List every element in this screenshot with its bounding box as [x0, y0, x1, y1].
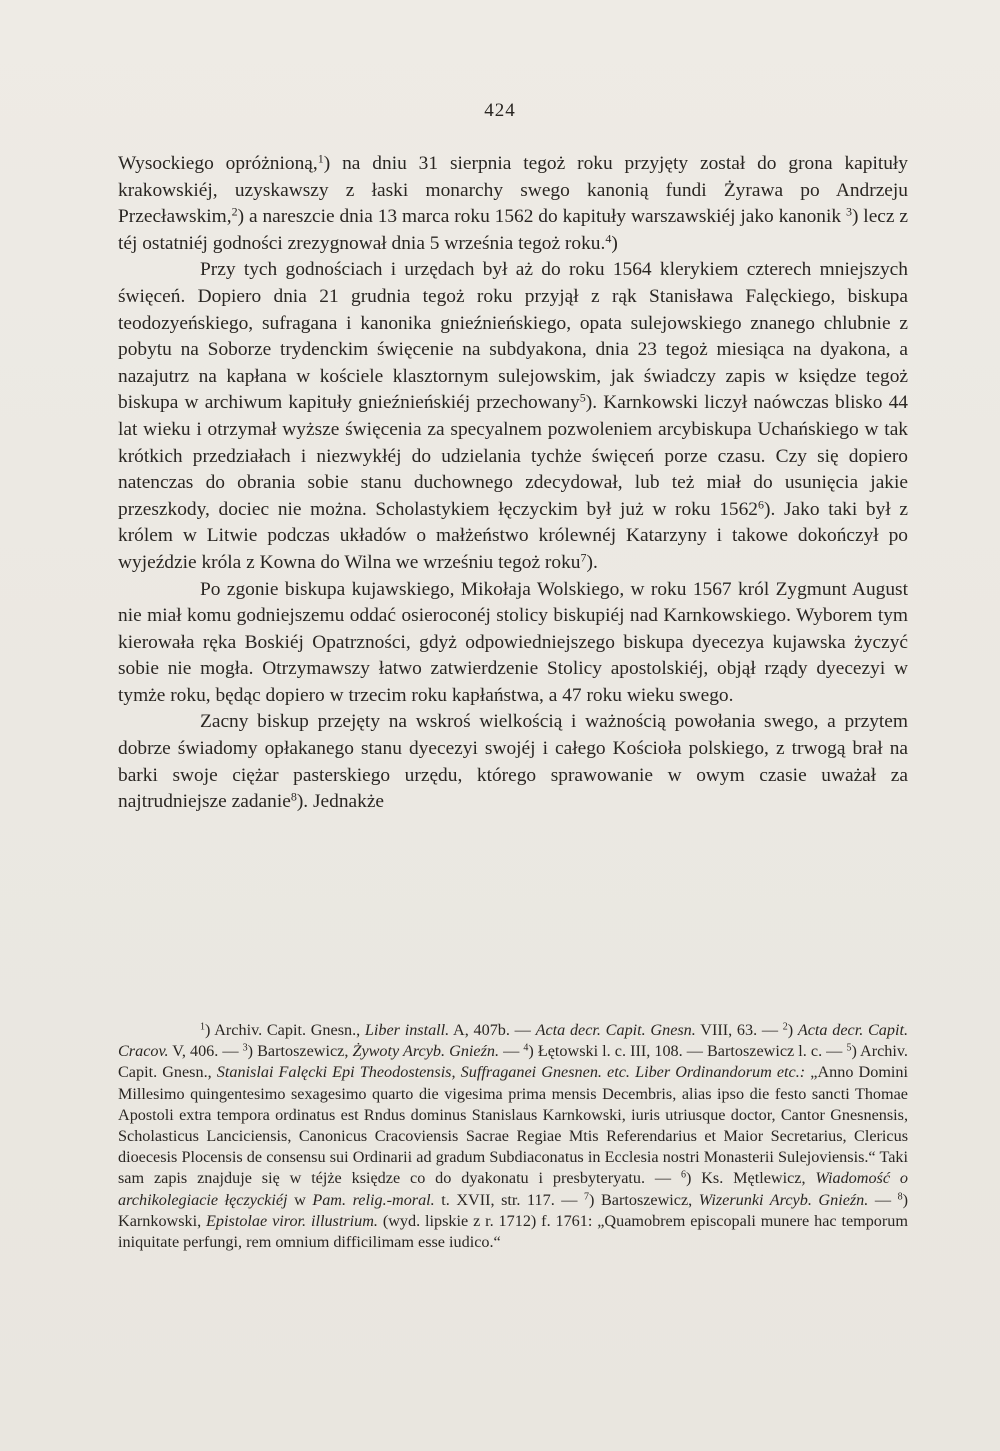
footnote-ref-3: 3: [845, 204, 852, 219]
footnote-text: A, 407b. —: [449, 1021, 536, 1039]
footnote-ref-4: 4: [605, 231, 612, 246]
footnote-title: Wizerunki Arcyb. Gnieźn.: [698, 1190, 869, 1209]
text-run: ) lecz z téj ostatniéj godności zrezygnował dnia 5 września tegoż roku.: [118, 206, 908, 254]
footnote-text: V, 406. —: [168, 1042, 243, 1061]
footnote-mark-6: 6: [680, 1169, 686, 1181]
footnote-title: Acta decr. Capit. Gnesn.: [535, 1021, 696, 1039]
text-run: ) a nareszcie dnia 13 marca roku 1562 do kapituły warszawskiéj jako kanonik: [237, 206, 846, 228]
text-run: ). Karnkowski liczył naówczas blisko 44 lat wieku i otrzymał wyższe święcenia za specyalnem pozwoleniem arcybiskupa Uchańskiego w tak krótkich przedziałach i niezwykłéj do udzielania tychże święceń porze czasu. Czy się dopiero natenczas do obrania sobie stanu duchownego zdecydował, lub też miał do usunięcia jakie przeszkody, dociec nie można. Scholastykiem łęczyckim był już w roku 1562: [118, 392, 908, 520]
footnote-title: Pam. relig.-moral.: [312, 1190, 435, 1209]
footnote-title: Żywoty Arcyb. Gnieźn.: [352, 1042, 500, 1061]
footnote-ref-8: 8: [290, 789, 297, 804]
footnote-text: ) Bartoszewicz,: [589, 1190, 699, 1209]
text-run: ): [611, 232, 618, 254]
footnote-text: VIII, 63. —: [695, 1021, 783, 1039]
footnote-text: ) Ks. Mętlewicz,: [685, 1169, 816, 1188]
footnote-mark-2: 2: [782, 1021, 788, 1033]
footnote-title: Wiadomość o archikolegiacie łęczyckiéj: [118, 1169, 908, 1209]
footnote-text: ) Archiv. Capit. Gnesn.,: [205, 1021, 365, 1039]
footnote-ref-5: 5: [579, 390, 586, 405]
footnote-mark-4: 4: [523, 1042, 529, 1054]
footnote-ref-7: 7: [580, 550, 587, 565]
text-run: Zacny biskup przejęty na wskroś wielkością i ważnością powołania swego, a przytem dobrze świadomy opłakanego stanu dyecezyi swojéj i całego Kościoła polskiego, z trwogą brał na barki swoje ciężar pasterskiego urzędu, którego sprawowanie w owym czasie uważał za najtrudniejsze zadanie: [118, 711, 908, 813]
footnote-ref-6: 6: [758, 497, 765, 512]
text-run: ).: [586, 551, 598, 573]
paragraph-3: [118, 577, 908, 710]
footnote-text: ) Karnkowski,: [118, 1190, 909, 1230]
text-run: Przy tych godnościach i urzędach był aż do roku 1564 klerykiem czterech mniejszych święceń. Dopiero dnia 21 grudnia tegoż roku przyjął z rąk Stanisława Falęckiego, biskupa teodozyeńskiego, sufragana i kanonika gnieźnieńskiego, opata sulejowskiego znanego chlubnie z pobytu na Soborze trydenckim święcenie na subdyakona, dnia 23 tegoż miesiąca na dyakona, a nazajutrz na kapłana w kościele klasztornym sulejowskim, jak świadczy zapis w księdze tegoż biskupa w archiwum kapituły gnieźnieńskiéj przechowany: [118, 259, 908, 414]
footnote-mark-8: 8: [897, 1191, 903, 1203]
footnote-mark-3: 3: [242, 1042, 248, 1054]
paragraph-4: [118, 709, 908, 815]
footnote-ref-2: 2: [231, 204, 238, 219]
text-run: ). Jednakże: [296, 791, 385, 813]
footnote-text: (wyd. lipskie z r. 1712) f. 1761: „Quamobrem episcopali munere hac temporum iniquitate perfungi, rem omnium difficilimam esse iudico.“: [118, 1211, 908, 1252]
text-run: ) na dniu 31 sierpnia tegoż roku przyjęty został do grona kapituły krakowskiéj, uzyskawszy z łaski monarchy swego kanonią fundi Żyrawa po Andrzeju Przecławskim,: [118, 153, 908, 228]
footnote-title: Stanislai Falęcki Epi Theodostensis, Suffraganei Gnesnen. etc. Liber Ordinandorum etc.:: [216, 1063, 806, 1082]
footnote-title: Liber install.: [364, 1021, 450, 1039]
page-number: 424: [484, 100, 516, 121]
paragraph-2: [118, 257, 908, 576]
footnotes: [118, 1020, 908, 1253]
footnote-text: ) Bartoszewicz,: [247, 1042, 353, 1061]
footnote-title: Epistolae viror. illustrium.: [206, 1211, 378, 1230]
footnote-ref-1: 1: [317, 151, 324, 166]
footnote-mark-5: 5: [846, 1042, 852, 1054]
text-run: Wysockiego opróżnioną,: [118, 153, 318, 174]
footnote-text: „Anno Domini Millesimo quingentesimo sexagesimo quarto die vigesima prima mensis Decembris, alias ipso die festo sancti Thomae Apostoli extra tempora ordinatus est Rndus dominus Stanislaus Karnkowski, iuris utriusque doctor, Cantor Gnesnensis, Scholasticus Lanciciensis, Canonicus Cracoviensis Sacrae Regiae Mtis Referendarius et Maior Secretarius, Clericus dioecesis Plocensis de consensu sui Ordinarii ad gradum Subdiaconatus in Ecclesia nostri Monasterii Sulejoviensis.“ Taki sam zapis znajduje się w téjże księdze co do dyakonatu i presbyteryatu. —: [118, 1063, 909, 1188]
footnote-text: ) Łętowski l. c. III, 108. — Bartoszewicz l. c. —: [528, 1042, 847, 1061]
footnote-text: t. XVII, str. 117. —: [434, 1190, 585, 1209]
footnote-mark-1: 1: [200, 1021, 206, 1033]
footnote-text: ) Archiv. Capit. Gnesn.,: [118, 1042, 908, 1082]
text-run: Po zgonie biskupa kujawskiego, Mikołaja Wolskiego, w roku 1567 król Zygmunt August nie miał komu godniejszemu oddać osieroconéj stolicy biskupiéj nad Karnkowskiego. Wyborem tym kierowała ręka Boskiéj Opatrzności, gdyż odpowiedniejszego biskupa dyecezya kujawska życzyć sobie nie mogła. Otrzymawszy łatwo zatwierdzenie Stolicy apostolskiéj, objął rządy dyecezyi w tymże roku, będąc dopiero w trzecim roku kapłaństwa, a 47 roku wieku swego.: [118, 578, 908, 706]
footnote-block: [118, 1020, 908, 1253]
footnote-mark-7: 7: [584, 1191, 590, 1203]
footnote-title: Acta decr. Capit. Cracov.: [118, 1021, 908, 1061]
footnote-text: —: [499, 1042, 524, 1061]
main-text: [118, 151, 908, 816]
footnote-text: —: [868, 1190, 898, 1209]
footnote-text: ): [787, 1021, 798, 1039]
paragraph-1: [118, 151, 908, 257]
footnote-text: w: [287, 1190, 313, 1209]
text-run: ). Jako taki był z królem w Litwie podczas układów o małżeństwo królewnéj Katarzyny i takowe dokończył po wyjeździe króla z Kowna do Wilna we wrześniu tegoż roku: [118, 498, 908, 573]
